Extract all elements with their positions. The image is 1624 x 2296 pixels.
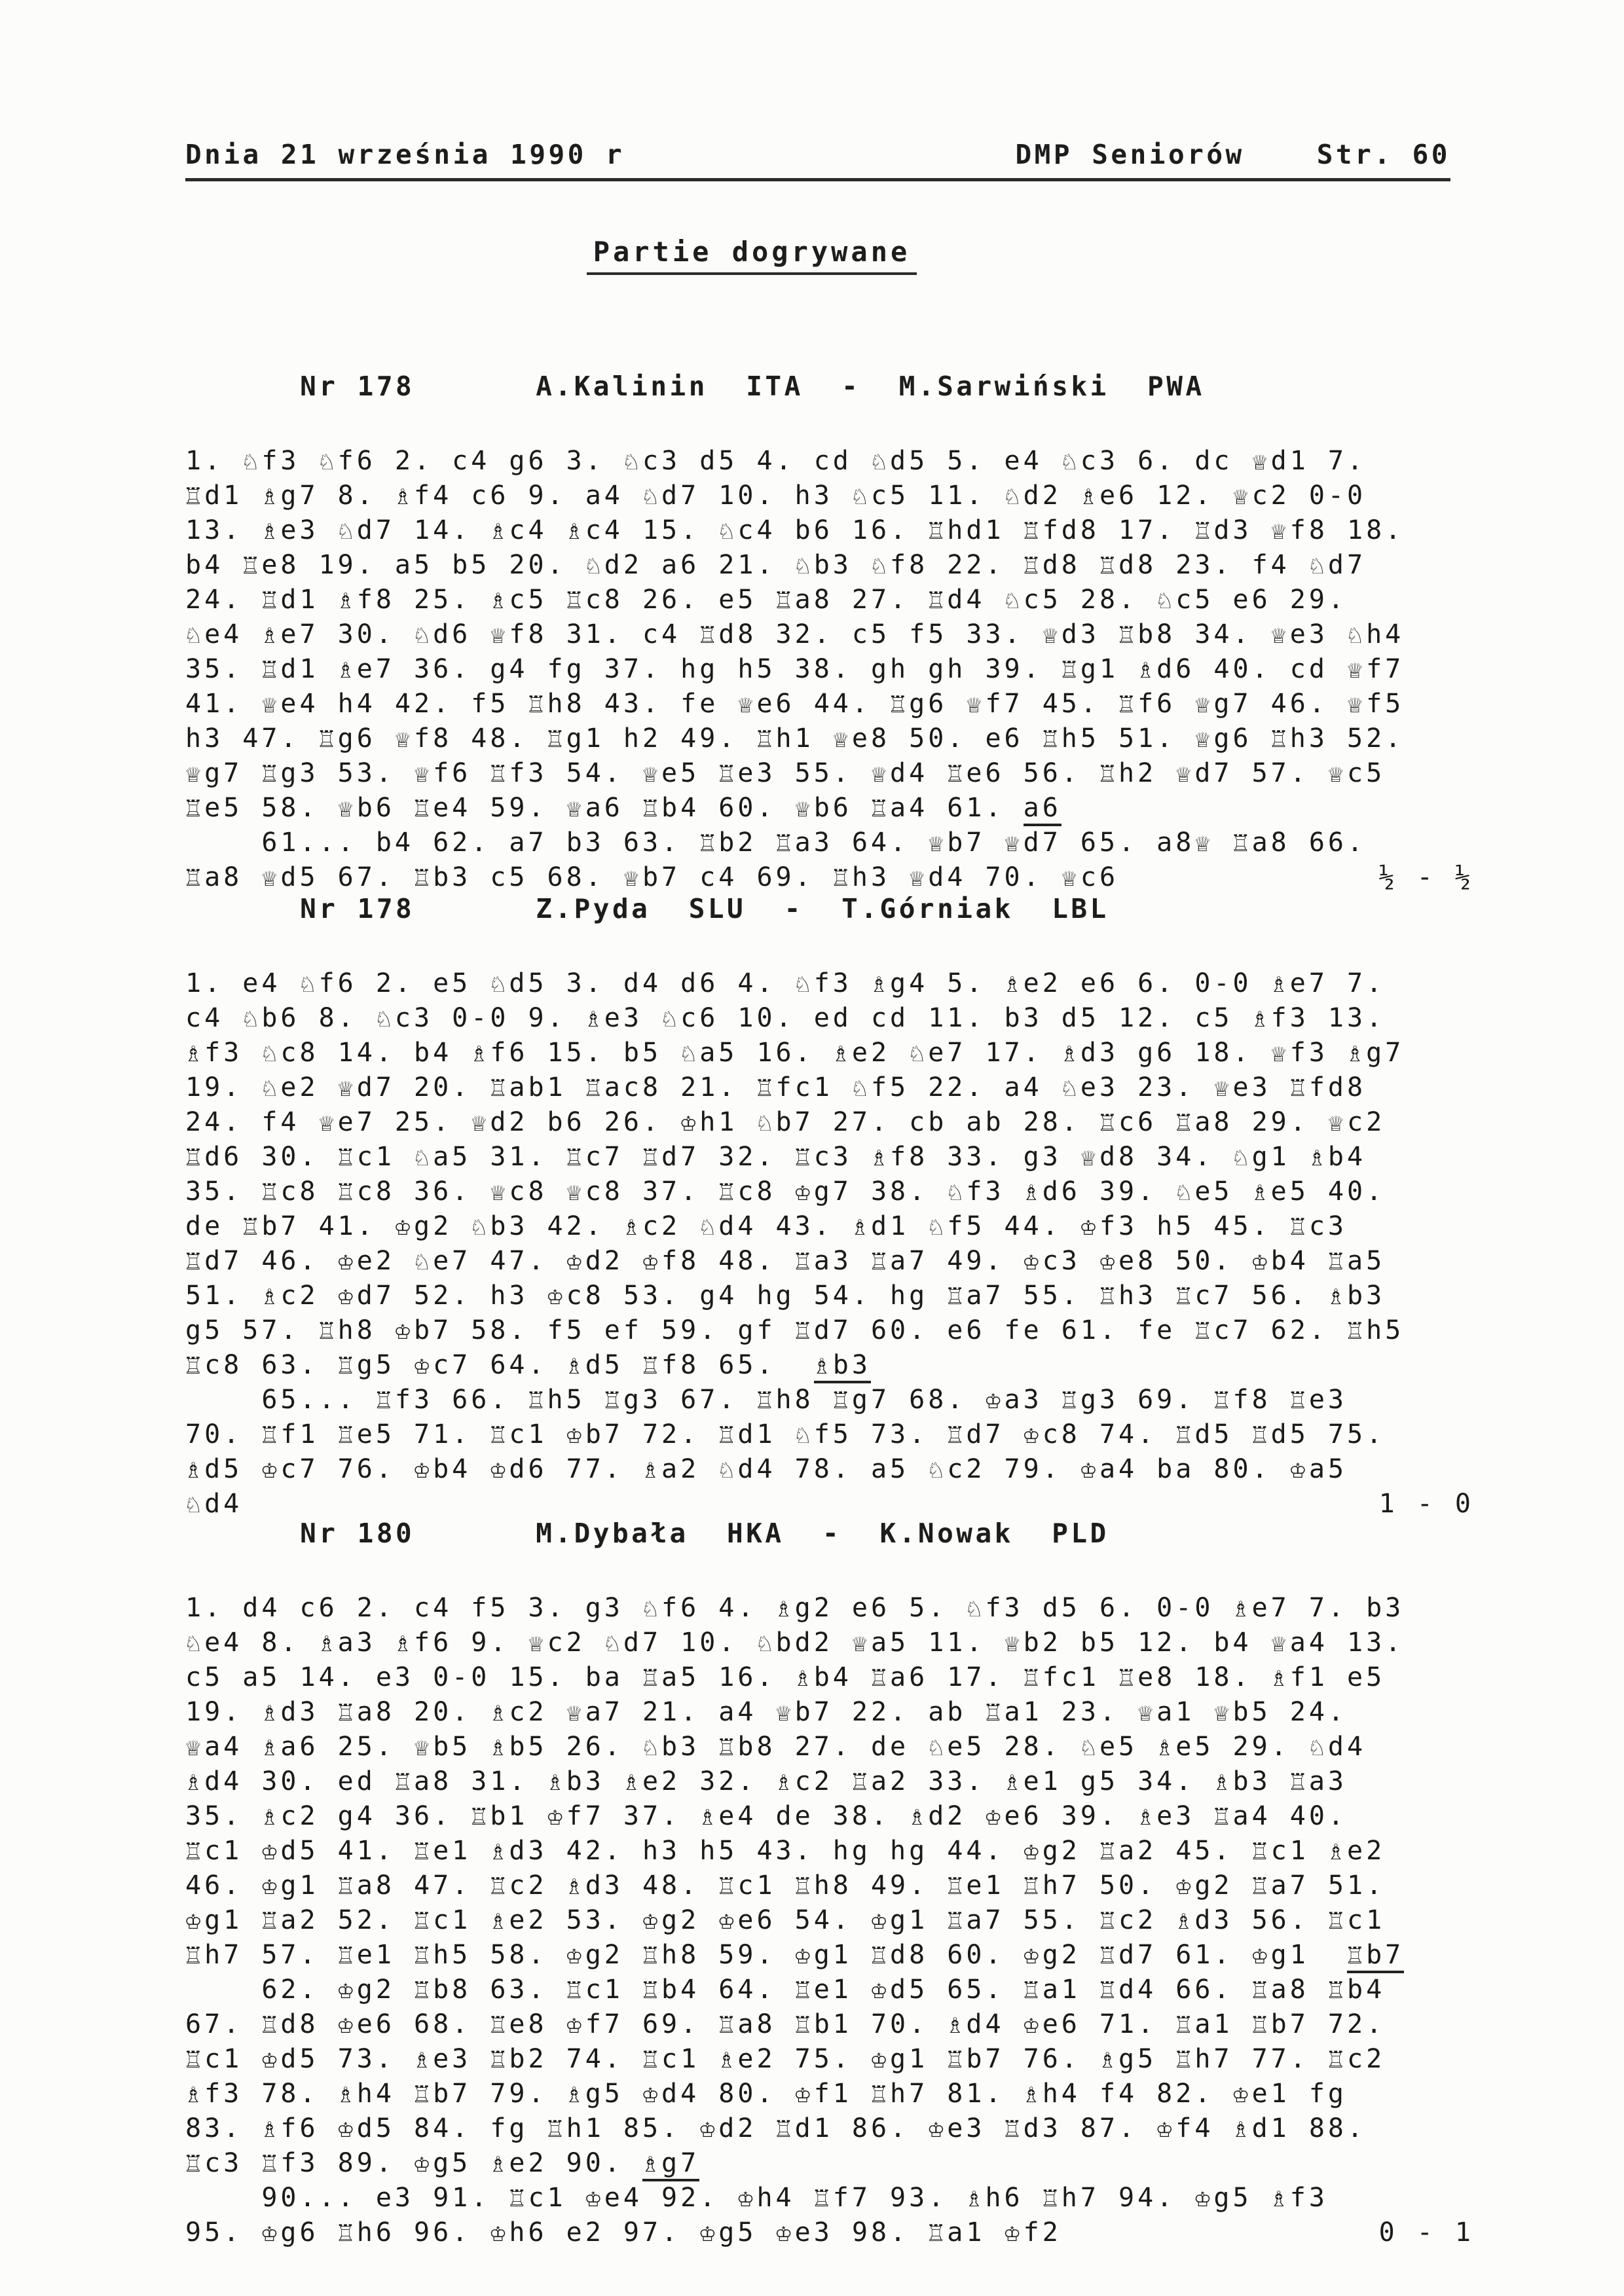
moves-text: 95. ♔g6 ♖h6 96. ♔h6 e2 97. ♔g5 ♔e3 98. ♖a1 ♔f2 [185, 2217, 1061, 2248]
move-line [185, 1730, 1474, 1764]
move-line [185, 1799, 1474, 1834]
move-line [185, 1417, 1474, 1452]
game-result: ½ - ½ [1378, 862, 1474, 892]
moves-text: 35. ♗c2 g4 36. ♖b1 ♔f7 37. ♗e4 de 38. ♗d2 ♔e6 39. ♗e3 ♖a4 40. [185, 1801, 1348, 1831]
moves-text: ♘e4 ♗e7 30. ♘d6 ♕f8 31. c4 ♖d8 32. c5 f5 33. ♕d3 ♖b8 34. ♕e3 ♘h4 [185, 619, 1405, 649]
game-3-header [185, 1486, 1474, 1580]
moves-text: 62. ♔g2 ♖b8 63. ♖c1 ♖b4 64. ♖e1 ♔d5 65. ♖a1 ♖d4 66. ♖a8 ♖b4 [185, 1975, 1386, 2005]
game-2-header [185, 862, 1474, 956]
moves-text: ♕a4 ♗a6 25. ♕b5 ♗b5 26. ♘b3 ♖b8 27. de ♘e5 28. ♘e5 ♗e5 29. ♘d4 [185, 1732, 1367, 1762]
move-line [185, 1070, 1474, 1105]
moves-text: c5 a5 14. e3 0-0 15. ba ♖a5 16. ♗b4 ♖a6 17. ♖fc1 ♖e8 18. ♗f1 e5 [185, 1662, 1386, 1692]
move-line [185, 1001, 1474, 1036]
moves-text: ♗f3 ♘c8 14. b4 ♗f6 15. b5 ♘a5 16. ♗e2 ♘e7 17. ♗d3 g6 18. ♕f3 ♗g7 [185, 1038, 1405, 1068]
move-line [185, 791, 1474, 826]
move-line [185, 756, 1474, 791]
moves-text: 13. ♗e3 ♘d7 14. ♗c4 ♗c4 15. ♘c4 b6 16. ♖hd1 ♖fd8 17. ♖d3 ♕f8 18. [185, 515, 1405, 545]
move-line [185, 1973, 1474, 2007]
move-line [185, 2111, 1474, 2146]
sealed-move: a6 [1024, 793, 1061, 826]
move-line [185, 2181, 1474, 2215]
move-line [185, 1660, 1474, 1695]
move-line [185, 513, 1474, 548]
moves-text: 70. ♖f1 ♖e5 71. ♖c1 ♔b7 72. ♖d1 ♘f5 73. ♖d7 ♔c8 74. ♖d5 ♖d5 75. [185, 1419, 1386, 1449]
game-result: 1 - 0 [1378, 1489, 1474, 1519]
moves-text: 41. ♕e4 h4 42. f5 ♖h8 43. fe ♕e6 44. ♖g6 ♕f7 45. ♖f6 ♕g7 46. ♕f5 [185, 689, 1405, 719]
move-line [185, 1695, 1474, 1730]
page-number: Str. 60 [1316, 139, 1450, 170]
move-line [185, 2042, 1474, 2077]
move-line [185, 617, 1474, 652]
move-line [185, 652, 1474, 687]
moves-text: 24. f4 ♕e7 25. ♕d2 b6 26. ♔h1 ♘b7 27. cb ab 28. ♖c6 ♖a8 29. ♕c2 [185, 1107, 1386, 1137]
moves-text: h3 47. ♖g6 ♕f8 48. ♖g1 h2 49. ♖h1 ♕e8 50. e6 ♖h5 51. ♕g6 ♖h3 52. [185, 723, 1405, 754]
moves-text: ♖a8 ♕d5 67. ♖b3 c5 68. ♕b7 c4 69. ♖h3 ♕d4 70. ♕c6 [185, 862, 1119, 892]
game-number: Nr 178 [300, 371, 415, 402]
moves-text: ♗d4 30. ed ♖a8 31. ♗b3 ♗e2 32. ♗c2 ♖a2 33. ♗e1 g5 34. ♗b3 ♖a3 [185, 1766, 1348, 1796]
move-line [185, 444, 1474, 479]
section-title [185, 236, 1318, 275]
moves-text: 65... ♖f3 66. ♖h5 ♖g3 67. ♖h8 ♖g7 68. ♔a3 ♖g3 69. ♖f8 ♖e3 [185, 1385, 1348, 1415]
sealed-move: ♖b7 [1347, 1940, 1404, 1973]
moves-text: de ♖b7 41. ♔g2 ♘b3 42. ♗c2 ♘d4 43. ♗d1 ♘f5 44. ♔f3 h5 45. ♖c3 [185, 1211, 1348, 1241]
moves-text: 83. ♗f6 ♔d5 84. fg ♖h1 85. ♔d2 ♖d1 86. ♔e3 ♖d3 87. ♔f4 ♗d1 88. [185, 2113, 1367, 2143]
game-1-header [185, 339, 1474, 433]
game-players: M.Dybała HKA - K.Nowak PLD [536, 1518, 1109, 1549]
moves-text: c4 ♘b6 8. ♘c3 0-0 9. ♗e3 ♘c6 10. ed cd 11. b3 d5 12. c5 ♗f3 13. [185, 1003, 1386, 1033]
moves-text: ♘d4 [185, 1489, 243, 1519]
game-players: Z.Pyda SLU - T.Górniak LBL [536, 893, 1109, 924]
moves-text: 51. ♗c2 ♔d7 52. h3 ♔c8 53. g4 hg 54. hg ♖a7 55. ♖h3 ♖c7 56. ♗b3 [185, 1281, 1386, 1311]
move-line [185, 583, 1474, 617]
game-1 [185, 339, 1474, 895]
moves-text: 46. ♔g1 ♖a8 47. ♖c2 ♗d3 48. ♖c1 ♖h8 49. ♖e1 ♖h7 50. ♔g2 ♖a7 51. [185, 1870, 1386, 1901]
moves-text: g5 57. ♖h8 ♔b7 58. f5 ef 59. gf ♖d7 60. e6 fe 61. fe ♖c7 62. ♖h5 [185, 1315, 1405, 1345]
move-line [185, 1626, 1474, 1660]
move-line [185, 1938, 1474, 1973]
game-number: Nr 180 [300, 1518, 415, 1549]
move-line [185, 2215, 1474, 2250]
moves-text: ♖c8 63. ♖g5 ♔c7 64. ♗d5 ♖f8 65. [185, 1350, 814, 1380]
moves-text: 19. ♘e2 ♕d7 20. ♖ab1 ♖ac8 21. ♖fc1 ♘f5 22. a4 ♘e3 23. ♕e3 ♖fd8 [185, 1072, 1367, 1102]
move-line [185, 1868, 1474, 1903]
document-date: Dnia 21 września 1990 r [185, 139, 625, 170]
move-line [185, 1209, 1474, 1244]
move-line [185, 1903, 1474, 1938]
event-name: DMP Seniorów [1015, 139, 1245, 170]
document-header [185, 139, 1450, 181]
move-line [185, 2146, 1474, 2181]
moves-text: ♗f3 78. ♗h4 ♖b7 79. ♗g5 ♔d4 80. ♔f1 ♖h7 81. ♗h4 f4 82. ♔e1 fg [185, 2079, 1348, 2109]
moves-text: ♖c3 ♖f3 89. ♔g5 ♗e2 90. [185, 2148, 642, 2178]
moves-text: 19. ♗d3 ♖a8 20. ♗c2 ♕a7 21. a4 ♕b7 22. ab ♖a1 23. ♕a1 ♕b5 24. [185, 1697, 1348, 1727]
moves-text: 67. ♖d8 ♔e6 68. ♖e8 ♔f7 69. ♖a8 ♖b1 70. ♗d4 ♔e6 71. ♖a1 ♖b7 72. [185, 2009, 1386, 2039]
move-line [185, 479, 1474, 513]
move-line [185, 2077, 1474, 2111]
game-2 [185, 862, 1474, 1522]
moves-text: ♖d7 46. ♔e2 ♘e7 47. ♔d2 ♔f8 48. ♖a3 ♖a7 49. ♔c3 ♔e8 50. ♔b4 ♖a5 [185, 1246, 1386, 1276]
move-line [185, 826, 1474, 860]
moves-text: 24. ♖d1 ♗f8 25. ♗c5 ♖c8 26. e5 ♖a8 27. ♖d4 ♘c5 28. ♘c5 e6 29. [185, 585, 1348, 615]
move-line [185, 1140, 1474, 1175]
move-line [185, 1244, 1474, 1279]
move-line [185, 687, 1474, 721]
game-2-moves [185, 966, 1474, 1522]
sealed-move: ♗b3 [814, 1350, 871, 1383]
move-line [185, 1452, 1474, 1487]
game-result: 0 - 1 [1378, 2217, 1474, 2248]
move-line [185, 1279, 1474, 1313]
section-title-text: Partie dogrywane [587, 236, 917, 275]
move-line [185, 1175, 1474, 1209]
moves-text: ♗d5 ♔c7 76. ♔b4 ♔d6 77. ♗a2 ♘d4 78. a5 ♘c2 79. ♔a4 ba 80. ♔a5 [185, 1454, 1348, 1484]
game-players: A.Kalinin ITA - M.Sarwiński PWA [536, 371, 1205, 402]
move-line [185, 548, 1474, 583]
game-3-moves [185, 1591, 1474, 2250]
move-line [185, 1348, 1474, 1383]
moves-text: 1. d4 c6 2. c4 f5 3. g3 ♘f6 4. ♗g2 e6 5. ♘f3 d5 6. 0-0 ♗e7 7. b3 [185, 1593, 1405, 1623]
moves-text: ♖c1 ♔d5 41. ♖e1 ♗d3 42. h3 h5 43. hg hg 44. ♔g2 ♖a2 45. ♖c1 ♗e2 [185, 1836, 1386, 1866]
move-line [185, 1591, 1474, 1626]
moves-text: ♖c1 ♔d5 73. ♗e3 ♖b2 74. ♖c1 ♗e2 75. ♔g1 ♖b7 76. ♗g5 ♖h7 77. ♖c2 [185, 2044, 1386, 2074]
moves-text: 90... e3 91. ♖c1 ♔e4 92. ♔h4 ♖f7 93. ♗h6 ♖h7 94. ♔g5 ♗f3 [185, 2183, 1328, 2213]
move-line [185, 966, 1474, 1001]
move-line [185, 2007, 1474, 2042]
sealed-move: ♗g7 [642, 2148, 699, 2181]
moves-text: ♕g7 ♖g3 53. ♕f6 ♖f3 54. ♕e5 ♖e3 55. ♕d4 ♖e6 56. ♖h2 ♕d7 57. ♕c5 [185, 758, 1386, 788]
moves-text: ♖h7 57. ♖e1 ♖h5 58. ♔g2 ♖h8 59. ♔g1 ♖d8 60. ♔g2 ♖d7 61. ♔g1 [185, 1940, 1348, 1970]
moves-text: 35. ♖c8 ♖c8 36. ♕c8 ♕c8 37. ♖c8 ♔g7 38. ♘f3 ♗d6 39. ♘e5 ♗e5 40. [185, 1176, 1386, 1207]
moves-text: 1. e4 ♘f6 2. e5 ♘d5 3. d4 d6 4. ♘f3 ♗g4 5. ♗e2 e6 6. 0-0 ♗e7 7. [185, 968, 1386, 998]
moves-text: ♘e4 8. ♗a3 ♗f6 9. ♕c2 ♘d7 10. ♘bd2 ♕a5 11. ♕b2 b5 12. b4 ♕a4 13. [185, 1628, 1405, 1658]
move-line [185, 1834, 1474, 1868]
move-line [185, 1036, 1474, 1070]
moves-text: 35. ♖d1 ♗e7 36. g4 fg 37. hg h5 38. gh gh 39. ♖g1 ♗d6 40. cd ♕f7 [185, 654, 1405, 684]
game-3 [185, 1486, 1474, 2250]
move-line [185, 1383, 1474, 1417]
moves-text: ♖d1 ♗g7 8. ♗f4 c6 9. a4 ♘d7 10. h3 ♘c5 11. ♘d2 ♗e6 12. ♕c2 0-0 [185, 481, 1367, 511]
moves-text: 61... b4 62. a7 b3 63. ♖b2 ♖a3 64. ♕b7 ♕d7 65. a8♕ ♖a8 66. [185, 828, 1367, 858]
game-1-moves [185, 444, 1474, 895]
moves-text: ♖d6 30. ♖c1 ♘a5 31. ♖c7 ♖d7 32. ♖c3 ♗f8 33. g3 ♕d8 34. ♘g1 ♗b4 [185, 1142, 1367, 1172]
moves-text: ♔g1 ♖a2 52. ♖c1 ♗e2 53. ♔g2 ♔e6 54. ♔g1 ♖a7 55. ♖c2 ♗d3 56. ♖c1 [185, 1905, 1386, 1935]
move-line [185, 1764, 1474, 1799]
game-number: Nr 178 [300, 893, 415, 924]
moves-text: ♖e5 58. ♕b6 ♖e4 59. ♕a6 ♖b4 60. ♕b6 ♖a4 61. [185, 793, 1024, 823]
moves-text: b4 ♖e8 19. a5 b5 20. ♘d2 a6 21. ♘b3 ♘f8 22. ♖d8 ♖d8 23. f4 ♘d7 [185, 550, 1367, 580]
move-line [185, 721, 1474, 756]
moves-text: 1. ♘f3 ♘f6 2. c4 g6 3. ♘c3 d5 4. cd ♘d5 5. e4 ♘c3 6. dc ♕d1 7. [185, 446, 1367, 476]
move-line [185, 1105, 1474, 1140]
move-line [185, 1313, 1474, 1348]
